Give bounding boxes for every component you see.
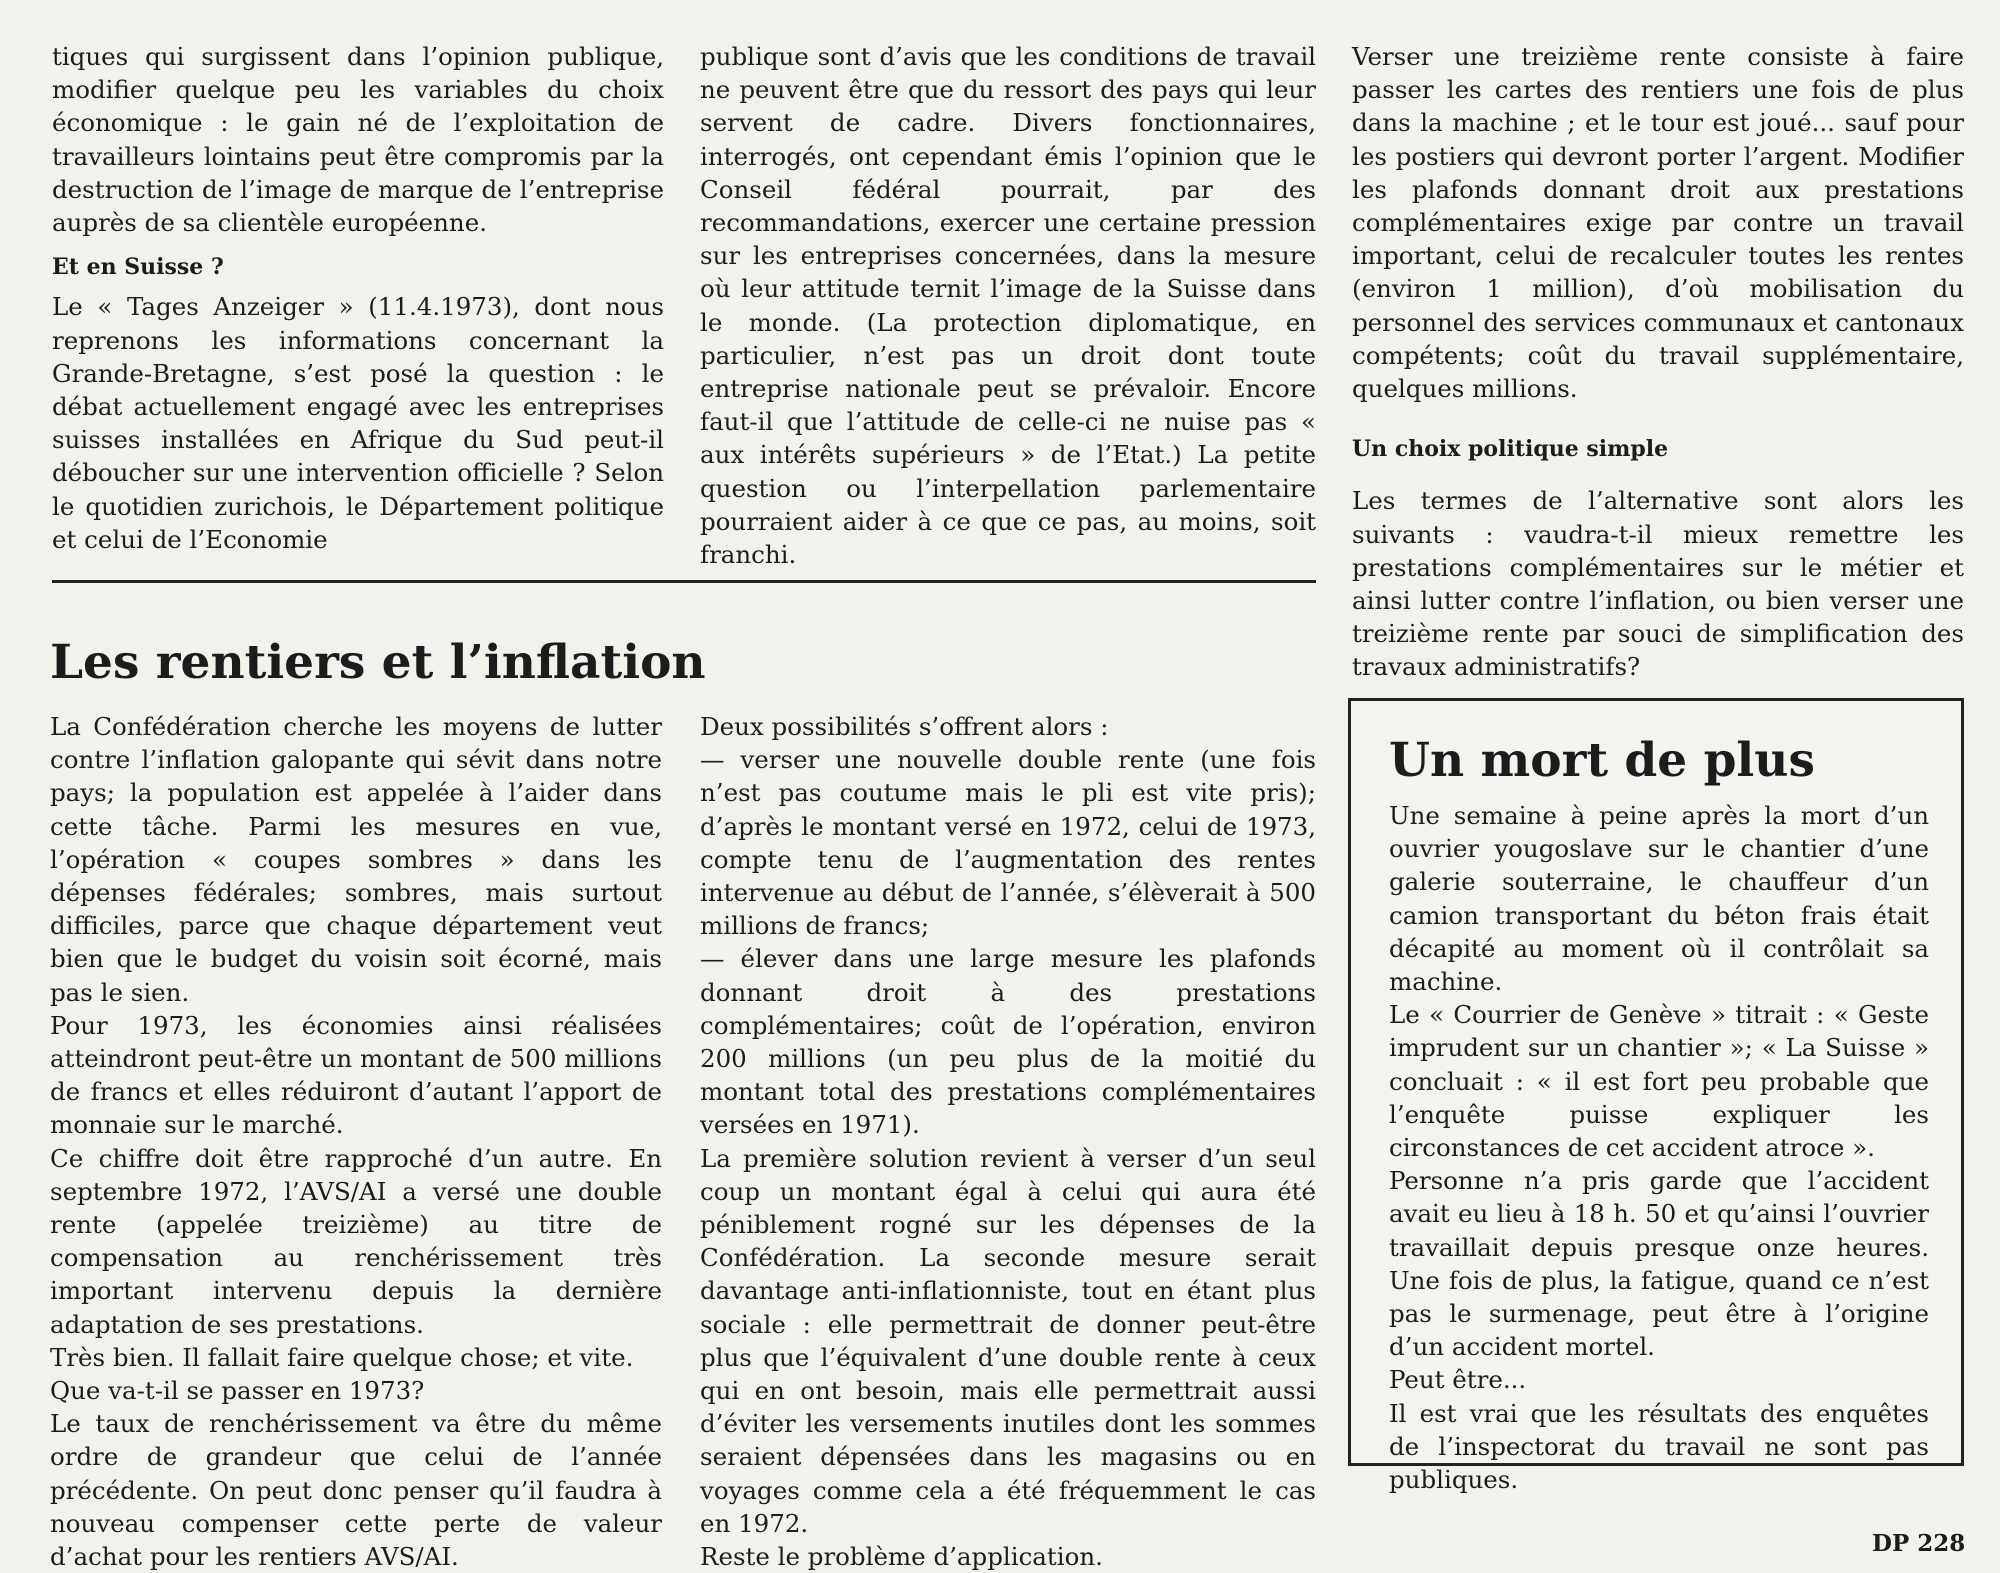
paragraph: La première solution revient à verser d’un seul coup un montant égal à celui qui aura été péniblement rogné sur les dépenses de la Confédération. La seconde mesure serait davantage anti-inflationniste, tout en étant plus sociale : elle permettrait de donner peut-être plus que l’équivalent d’une double rente à ceux qui en ont besoin, mais elle permettrait aussi d’éviter les versements inutiles dont les sommes seraient dépensées dans les magasins ou en voyages comme cela a été fréquemment le cas en 1972.	[700, 1143, 1316, 1538]
paragraph: Verser une treizième rente consiste à faire passer les cartes des rentiers une fois de plus dans la machine ; et le tour est joué... sauf pour les postiers qui devront porter l’argent. Modifier les plafonds donnant droit aux prestations complémentaires exige par contre un travail important, celui de recalculer toutes les rentes (environ 1 million), d’où mobilisation du personnel des services communaux et cantonaux compétents; coût du travail supplémentaire, quelques millions.	[1352, 42, 1964, 404]
paragraph: Personne n’a pris garde que l’accident avait eu lieu à 18 h. 50 et qu’ainsi l’ouvrier travaillait depuis presque onze heures. Une fois de plus, la fatigue, quand ce n’est pas le surmenage, peut être à l’origine d’un accident mortel.	[1389, 1166, 1929, 1362]
paragraph: La Confédération cherche les moyens de lutter contre l’inflation galopante qui sévit dans notre pays; la population est appelée à l’aider dans cette tâche. Parmi les mesures en vue, l’opération « coupes sombres » dans les dépenses fédérales; sombres, mais surtout difficiles, parce que chaque département veut bien que le budget du voisin soit écorné, mais pas le sien.	[50, 712, 662, 1007]
column-3	[1352, 40, 1964, 684]
box-body	[1389, 799, 1929, 1496]
paragraph: Peut être...	[1389, 1365, 1527, 1395]
paragraph: Deux possibilités s’offrent alors :	[700, 712, 1109, 741]
page-label: DP 228	[1872, 1530, 1966, 1557]
paragraph: Très bien. Il fallait faire quelque chose; et vite.	[50, 1342, 634, 1372]
paragraph: Le taux de renchérissement va être du même ordre de grandeur que celui de l’année précédente. On peut donc penser qu’il faudra à nouveau compenser cette perte de valeur d’achat pour les rentiers AVS/AI.	[50, 1409, 662, 1572]
top-column-1	[52, 40, 664, 556]
paragraph: Le « Courrier de Genève » titrait : « Geste imprudent sur un chantier »; « La Suisse » concluait : « il est fort peu probable que l’enquête puisse expliquer les circonstances de cet accident atroce ».	[1389, 1000, 1929, 1163]
article-column-2	[700, 710, 1316, 1573]
sidebar-article-box	[1348, 698, 1964, 1495]
paragraph: — verser une nouvelle double rente (une fois n’est pas coutume mais le pli est vite pris); d’après le montant versé en 1972, celui de 1973, compte tenu de l’augmentation des rentes intervenue au début de l’année, s’élèverait à 500 millions de francs;	[700, 745, 1316, 941]
paragraph: Une semaine à peine après la mort d’un ouvrier yougoslave sur le chantier d’une galerie souterraine, le chauffeur d’un camion transportant du béton frais était décapité au moment où il contrôlait sa machine.	[1389, 801, 1929, 997]
article-headline: Les rentiers et l’inflation	[50, 635, 706, 690]
subheading: Et en Suisse ?	[52, 254, 224, 281]
paragraph: Il est vrai que les résultats des enquêtes de l’inspectorat du travail ne sont pas publiques.	[1389, 1398, 1929, 1495]
subheading: Un choix politique simple	[1352, 436, 1669, 463]
box-headline: Un mort de plus	[1389, 733, 1815, 788]
paragraph: Reste le problème d’application.	[700, 1542, 1103, 1572]
paragraph: Pour 1973, les économies ainsi réalisées atteindront peut-être un montant de 500 millions de francs et elles réduiront d’autant l’apport de monnaie sur le marché.	[50, 1010, 662, 1140]
paragraph: Le « Tages Anzeiger » (11.4.1973), dont nous reprenons les informations concernant la Grande-Bretagne, s’est posé la question : le débat actuellement engagé avec les entreprises suisses installées en Afrique du Sud peut-il déboucher sur une intervention officielle ? Selon le quotidien zurichois, le Département politique et celui de l’Economie	[52, 292, 664, 554]
paragraph: Les termes de l’alternative sont alors les suivants : vaudra-t-il mieux remettre les prestations complémentaires sur le métier et ainsi lutter contre l’inflation, ou bien verser une treizième rente par souci de simplification des travaux administratifs?	[1352, 486, 1964, 682]
section-divider	[52, 580, 1316, 583]
article-column-1	[50, 710, 662, 1573]
paragraph: publique sont d’avis que les conditions de travail ne peuvent être que du ressort des pays qui leur servent de cadre. Divers fonctionnaires, interrogés, ont cependant émis l’opinion que le Conseil fédéral pourrait, par des recommandations, exercer une certaine pression sur les entreprises concernées, dans la mesure où leur attitude ternit l’image de la Suisse dans le monde. (La protection diplomatique, en particulier, n’est pas un droit dont toute entreprise nationale peut se prévaloir. Encore faut-il que l’attitude de celle-ci ne nuise pas « aux intérêts supérieurs » de l’Etat.) La petite question ou l’interpellation parlementaire pourraient aider à ce que ce pas, au moins, soit franchi.	[700, 42, 1316, 570]
paragraph: — élever dans une large mesure les plafonds donnant droit à des prestations complémentaires; coût de l’opération, environ 200 millions (un peu plus de la moitié du montant total des prestations complémentaires versées en 1971).	[700, 944, 1316, 1140]
paragraph: Ce chiffre doit être rapproché d’un autre. En septembre 1972, l’AVS/AI a versé une double rente (appelée treizième) au titre de compensation au renchérissement très important intervenu depuis la dernière adaptation de ses prestations.	[50, 1143, 662, 1339]
paragraph: tiques qui surgissent dans l’opinion publique, modifier quelque peu les variables du choix économique : le gain né de l’exploitation de travailleurs lointains peut être compromis par la destruction de l’image de marque de l’entreprise auprès de sa clientèle européenne.	[52, 42, 664, 238]
top-column-2	[700, 40, 1316, 571]
paragraph: Que va-t-il se passer en 1973?	[50, 1376, 425, 1406]
